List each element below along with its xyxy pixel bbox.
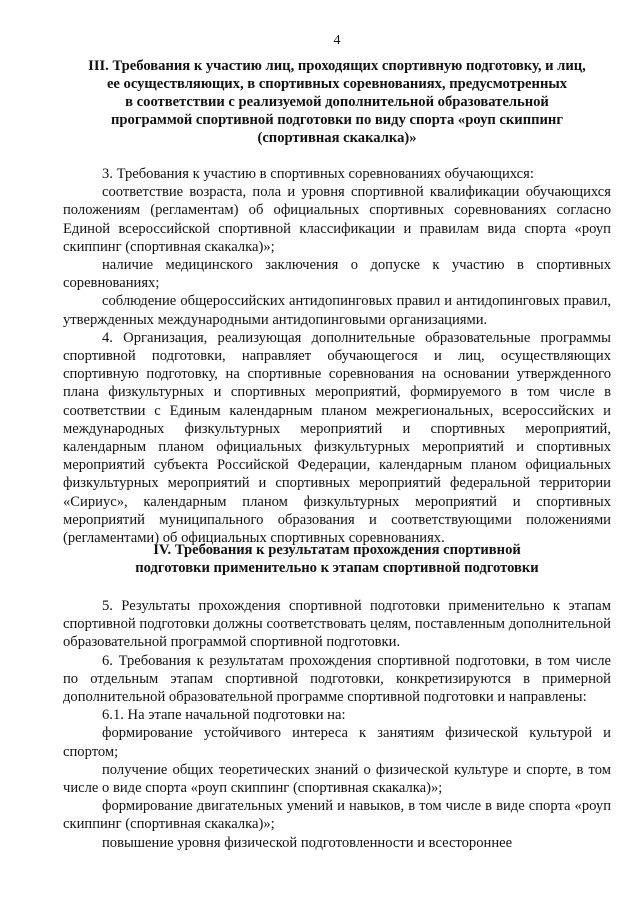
section-3-heading [63, 57, 611, 147]
section-4-heading [63, 541, 611, 577]
section-3-heading-line: III. Требования к участию лиц, проходящих спортивную подготовку, и лиц, [88, 58, 586, 74]
section-3-heading-line: ее осуществляющих, в спортивных соревнованиях, предусмотренных [106, 76, 568, 92]
paragraph: формирование двигательных умений и навыков, в том числе в виде спорта «роуп скиппинг (спортивная скакалка)»; [63, 798, 611, 833]
paragraph: формирование устойчивого интереса к занятиям физической культурой и спортом; [63, 725, 611, 760]
paragraph: повышение уровня физической подготовленности и всестороннее [102, 834, 513, 851]
page-number: 4 [333, 33, 341, 48]
paragraph: получение общих теоретических знаний о физической культуре и спорте, в том числе о виде спорта «роуп скиппинг (спортивная скакалка)»; [63, 761, 611, 797]
section-3-heading-line: в соответствии с реализуемой дополнительной образовательной [125, 94, 549, 110]
paragraph: соблюдение общероссийских антидопинговых правил и антидопинговых правил, утвержденных международными антидопинговыми организациями. [63, 293, 611, 328]
paragraph: 6. Требования к результатам прохождения спортивной подготовки, в том числе по отдельным этапам спортивной подготовки, конкретизируются в примерной дополнительной образовательной программе спортивной подготовки и направлены: [63, 652, 611, 706]
section-3-heading-line: (спортивная скакалка)» [257, 130, 417, 146]
paragraph: 3. Требования к участию в спортивных соревнованиях обучающихся: [102, 166, 534, 182]
paragraph: наличие медицинского заключения о допуске к участию в спортивных соревнованиях; [63, 257, 611, 292]
section-3-body [63, 165, 611, 547]
section-3-heading-line: программой спортивной подготовки по виду спорта «роуп скиппинг [111, 112, 563, 128]
paragraph: 4. Организация, реализующая дополнительные образовательные программы спортивной подготовки, направляет обучающегося и лиц, осуществляющих спортивную подготовку, на спортивные соревнования на основании утвержденного плана физкультурных и спортивных мероприятий, формируемого в том числе в соответствии с Единым календарным планом межрегиональных, всероссийских и международных физкультурных мероприятий и спортивных мероприятий, календарным планом официальных физкультурных мероприятий и спортивных мероприятий субъекта Российской Федерации, календарным планом официальных физкультурных мероприятий и спортивных мероприятий федеральной территории «Сириус», календарным планом физкультурных мероприятий и спортивных мероприятий муниципального образования и соответствующими положениями (регламентами) об официальных спортивных соревнованиях. [63, 329, 611, 547]
paragraph: 5. Результаты прохождения спортивной подготовки применительно к этапам спортивной подготовки должны соответствовать целям, поставленным дополнительной образовательной программой спортивной подготовки. [63, 598, 611, 651]
section-4-body [63, 597, 611, 852]
section-4-heading-line: подготовки применительно к этапам спортивной подготовки [135, 560, 539, 576]
paragraph: соответствие возраста, пола и уровня спортивной квалификации обучающихся положениям (регламентам) об официальных спортивных соревнованиях согласно Единой всероссийской спортивной классификации и правилам вида спорта «роуп скиппинг (спортивная скакалка)»; [63, 184, 611, 255]
section-4-heading-line: IV. Требования к результатам прохождения спортивной [153, 542, 521, 558]
paragraph: 6.1. На этапе начальной подготовки на: [102, 707, 346, 724]
